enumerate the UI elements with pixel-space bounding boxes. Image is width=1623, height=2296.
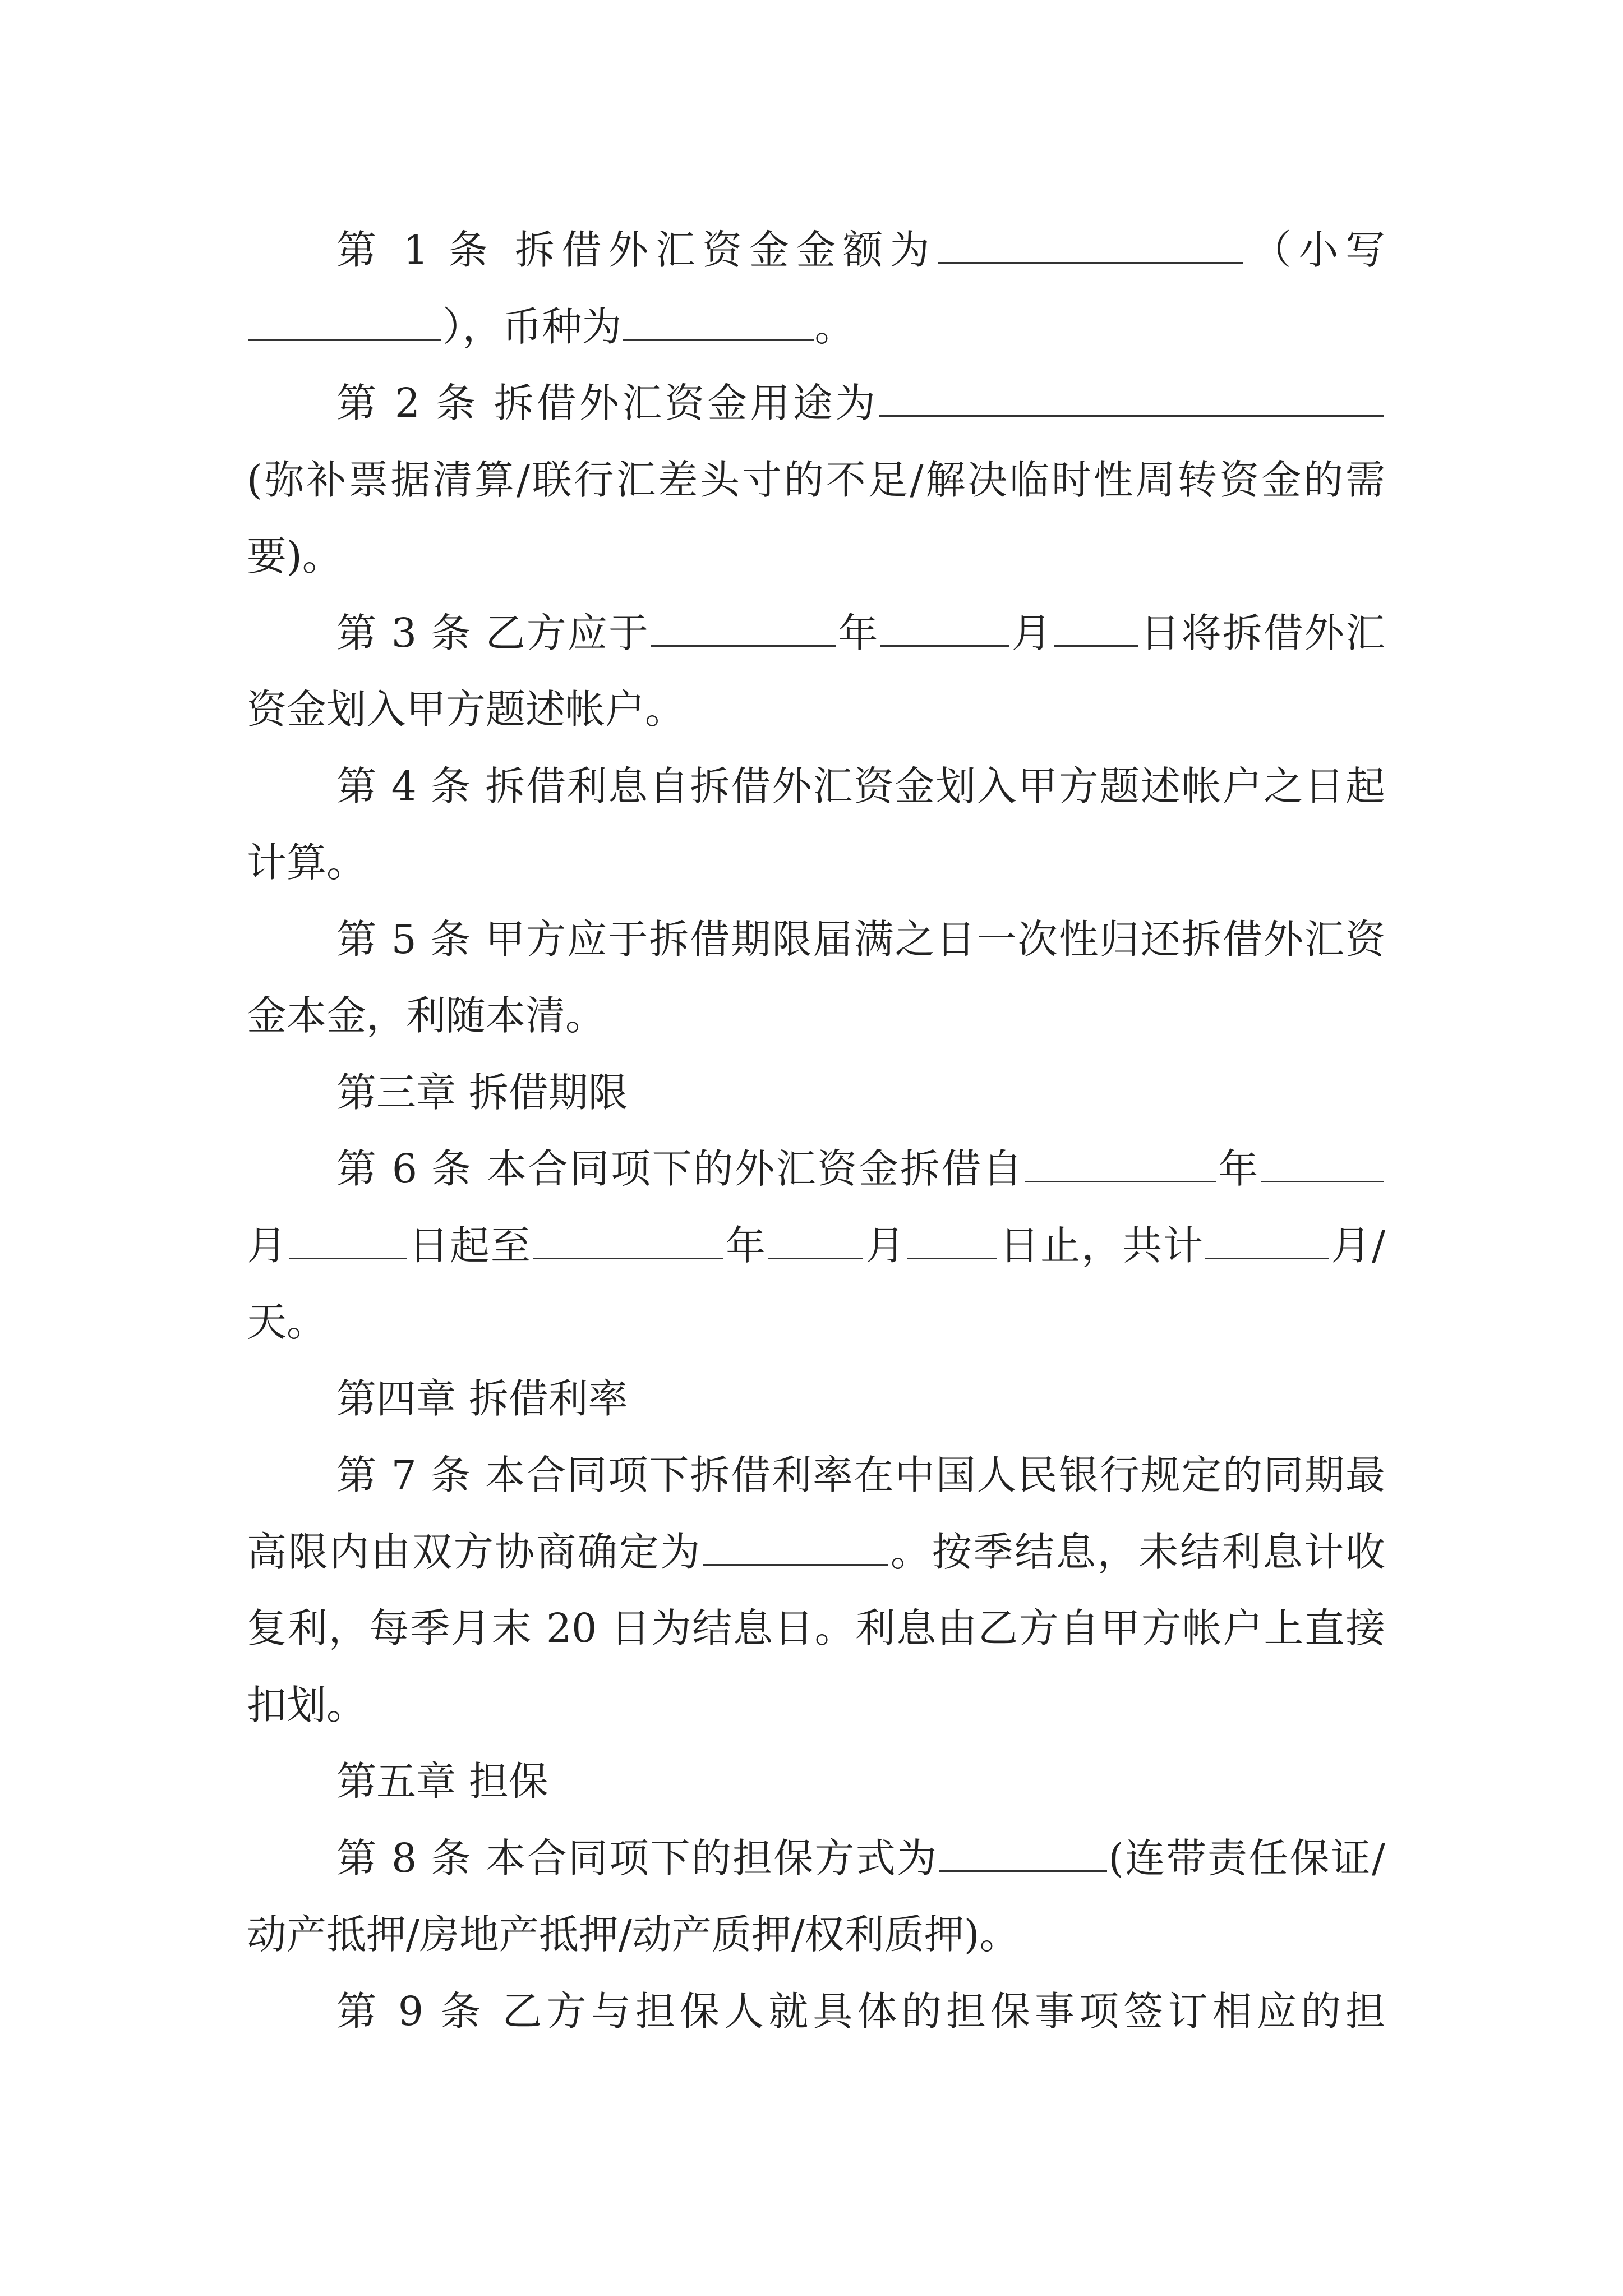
article-1-text-2: （小写 — [1244, 227, 1385, 273]
end-day-blank — [907, 1226, 997, 1259]
start-month-blank — [1261, 1149, 1384, 1182]
currency-blank — [623, 307, 814, 341]
article-9: 第 9 条 乙方与担保人就具体的担保事项签订相应的担 — [336, 1987, 1385, 2035]
article-3-month-label: 月 — [1010, 609, 1053, 656]
transfer-year-blank — [651, 613, 836, 647]
article-2-text-1: 第 2 条 拆借外汇资金用途为 — [336, 380, 878, 426]
article-3 — [247, 595, 1385, 748]
article-3-year-label: 年 — [837, 609, 879, 656]
guarantee-type-blank — [939, 1838, 1107, 1872]
article-6-text-3: 日止，共计 — [998, 1222, 1205, 1269]
chapter-3-title: 第三章 拆借期限 — [336, 1069, 628, 1116]
article-8-text-2: (连带责任保证/动产抵押/房地产抵押/动产质押/权利质押)。 — [247, 1834, 1386, 1958]
article-5: 第 5 条 甲方应于拆借期限届满之日一次性归还拆借外汇资金本金，利随本清。 — [247, 915, 1385, 1039]
transfer-day-blank — [1054, 613, 1138, 647]
chapter-4-title: 第四章 拆借利率 — [336, 1375, 628, 1422]
article-1 — [247, 212, 1385, 365]
article-8 — [247, 1820, 1385, 1973]
article-7 — [247, 1437, 1385, 1743]
article-6-start-month-label: 月 — [247, 1222, 288, 1269]
article-6 — [247, 1131, 1385, 1361]
article-3-text-2: 日将拆借外汇资金划入甲方题述帐户。 — [247, 609, 1385, 733]
article-3-text-1: 第 3 条 乙方应于 — [336, 609, 650, 656]
chapter-5-title: 第五章 担保 — [336, 1758, 548, 1805]
article-6-text-1: 第 6 条 本合同项下的外汇资金拆借自 — [336, 1145, 1024, 1192]
end-month-blank — [768, 1226, 863, 1259]
article-6-start-year-label: 年 — [1216, 1145, 1260, 1192]
article-7-text-2: 。按季结息，未结利息计收复利，每季月末 20 日为结息日。利息由乙方自甲方帐户上直接扣划。 — [247, 1528, 1385, 1728]
article-2-text-2: (弥补票据清算/联行汇差头寸的不足/解决临时性周转资金的需要)。 — [247, 456, 1385, 579]
end-year-blank — [533, 1226, 723, 1259]
article-6-text-2: 日起至 — [408, 1222, 532, 1269]
article-8-text-1: 第 8 条 本合同项下的担保方式为 — [336, 1834, 938, 1881]
article-6-end-month-label: 月 — [864, 1222, 907, 1269]
article-4: 第 4 条 拆借利息自拆借外汇资金划入甲方题述帐户之日起计算。 — [247, 762, 1385, 886]
article-1-text-1: 第 1 条 拆借外汇资金金额为 — [336, 227, 937, 273]
transfer-month-blank — [880, 613, 1009, 647]
start-year-blank — [1025, 1149, 1216, 1182]
article-6-end-year-label: 年 — [725, 1222, 767, 1269]
duration-blank — [1205, 1226, 1329, 1259]
article-2 — [247, 365, 1385, 595]
interest-rate-blank — [703, 1532, 888, 1566]
article-6-text-4: 月/天。 — [247, 1222, 1385, 1345]
article-7-text-1: 第 7 条 本合同项下拆借利率在中国人民银行规定的同期最高限内由双方协商确定为 — [247, 1452, 1385, 1575]
amount-blank — [938, 230, 1243, 264]
start-day-blank — [289, 1226, 407, 1259]
amount-figures-blank — [248, 307, 441, 341]
purpose-blank — [879, 383, 1384, 417]
article-1-text-3: ），币种为 — [442, 303, 622, 350]
article-1-text-4: 。 — [814, 303, 855, 350]
contract-page — [247, 212, 1385, 2050]
